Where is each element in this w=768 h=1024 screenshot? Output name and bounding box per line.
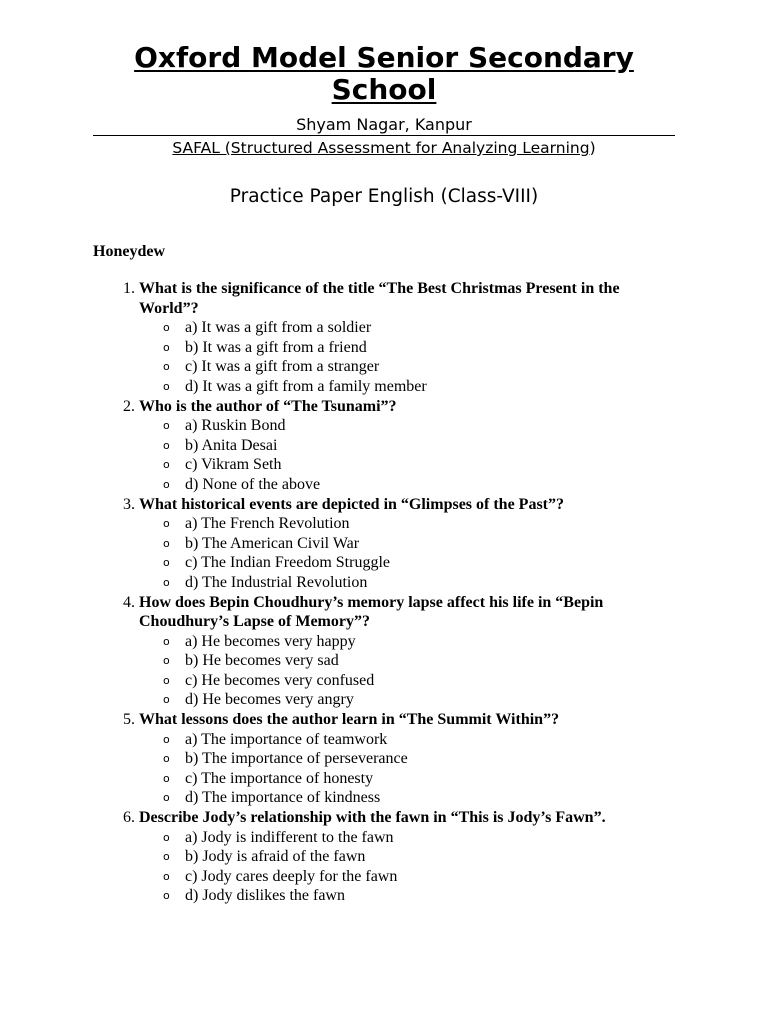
bullet-icon: o xyxy=(163,517,170,531)
option-item xyxy=(163,769,675,789)
question-text: Describe Jody’s relationship with the fawn in “This is Jody’s Fawn”. xyxy=(139,809,606,827)
option-text: c) The Indian Freedom Struggle xyxy=(185,554,390,572)
option-item xyxy=(163,377,675,397)
option-text: c) The importance of honesty xyxy=(185,769,374,787)
bullet-icon: o xyxy=(163,732,170,746)
bullet-icon: o xyxy=(163,340,170,354)
bullet-icon: o xyxy=(163,477,170,491)
option-item xyxy=(163,749,675,769)
option-text: b) The American Civil War xyxy=(185,534,360,552)
section-title: Honeydew xyxy=(93,243,165,260)
question-item xyxy=(139,593,675,711)
option-text: a) Jody is indifferent to the fawn xyxy=(185,828,394,846)
option-text: b) He becomes very sad xyxy=(185,652,339,670)
bullet-icon: o xyxy=(163,634,170,648)
option-item xyxy=(163,416,675,436)
bullet-icon: o xyxy=(163,654,170,668)
option-item xyxy=(163,828,675,848)
option-text: c) It was a gift from a stranger xyxy=(185,358,380,376)
question-item xyxy=(139,495,675,593)
option-list xyxy=(139,730,675,808)
question-item xyxy=(139,808,675,906)
option-text: d) Jody dislikes the fawn xyxy=(185,887,345,905)
bullet-icon: o xyxy=(163,419,170,433)
program-title xyxy=(93,138,675,158)
option-text: a) The importance of teamwork xyxy=(185,730,388,748)
option-text: a) It was a gift from a soldier xyxy=(185,319,372,337)
option-text: d) He becomes very angry xyxy=(185,691,354,709)
option-list xyxy=(139,514,675,592)
question-text: What historical events are depicted in “Glimpses of the Past”? xyxy=(139,495,565,513)
option-text: a) The French Revolution xyxy=(185,515,350,533)
option-item xyxy=(163,514,675,534)
option-item xyxy=(163,573,675,593)
option-text: c) Vikram Seth xyxy=(185,456,282,474)
option-item xyxy=(163,651,675,671)
option-text: c) Jody cares deeply for the fawn xyxy=(185,867,398,885)
school-name: Oxford Model Senior Secondary School xyxy=(134,41,634,106)
bullet-icon: o xyxy=(163,360,170,374)
option-text: c) He becomes very confused xyxy=(185,671,375,689)
question-item xyxy=(139,397,675,495)
option-list xyxy=(139,318,675,396)
option-item xyxy=(163,455,675,475)
bullet-icon: o xyxy=(163,321,170,335)
header-divider xyxy=(93,135,675,136)
option-item xyxy=(163,690,675,710)
option-text: d) It was a gift from a family member xyxy=(185,377,427,395)
option-text: b) The importance of perseverance xyxy=(185,750,408,768)
option-item xyxy=(163,632,675,652)
option-item xyxy=(163,338,675,358)
option-item xyxy=(163,357,675,377)
bullet-icon: o xyxy=(163,575,170,589)
paper-title: Practice Paper English (Class-VIII) xyxy=(229,186,539,207)
option-text: a) Ruskin Bond xyxy=(185,417,286,435)
option-item xyxy=(163,867,675,887)
school-address: Shyam Nagar, Kanpur xyxy=(296,115,472,134)
option-item xyxy=(163,553,675,573)
option-item xyxy=(163,671,675,691)
bullet-icon: o xyxy=(163,438,170,452)
option-text: d) None of the above xyxy=(185,475,321,493)
option-item xyxy=(163,847,675,867)
option-item xyxy=(163,318,675,338)
question-text: What is the significance of the title “The Best Christmas Present in the World”? xyxy=(139,280,620,317)
bullet-icon: o xyxy=(163,379,170,393)
document-page xyxy=(93,42,675,906)
question-item xyxy=(139,710,675,808)
option-list xyxy=(139,828,675,906)
option-list xyxy=(139,632,675,710)
program-title-underlined: SAFAL (Structured Assessment for Analyzing Learning xyxy=(172,139,590,157)
option-text: a) He becomes very happy xyxy=(185,632,356,650)
option-item xyxy=(163,788,675,808)
bullet-icon: o xyxy=(163,889,170,903)
bullet-icon: o xyxy=(163,673,170,687)
option-text: d) The importance of kindness xyxy=(185,789,381,807)
bullet-icon: o xyxy=(163,791,170,805)
option-text: b) It was a gift from a friend xyxy=(185,338,367,356)
option-item xyxy=(163,436,675,456)
program-title-closing: ) xyxy=(589,139,596,157)
option-text: b) Jody is afraid of the fawn xyxy=(185,848,366,866)
question-item xyxy=(139,279,675,397)
bullet-icon: o xyxy=(163,830,170,844)
option-item xyxy=(163,534,675,554)
bullet-icon: o xyxy=(163,850,170,864)
bullet-icon: o xyxy=(163,869,170,883)
option-item xyxy=(163,475,675,495)
bullet-icon: o xyxy=(163,556,170,570)
option-list xyxy=(139,416,675,494)
bullet-icon: o xyxy=(163,771,170,785)
question-text: What lessons does the author learn in “The Summit Within”? xyxy=(139,711,560,729)
question-text: How does Bepin Choudhury’s memory lapse affect his life in “Bepin Choudhury’s Lapse of Memory”? xyxy=(139,593,604,631)
bullet-icon: o xyxy=(163,693,170,707)
option-text: d) The Industrial Revolution xyxy=(185,573,368,591)
bullet-icon: o xyxy=(163,458,170,472)
option-item xyxy=(163,886,675,906)
option-item xyxy=(163,730,675,750)
question-text: Who is the author of “The Tsunami”? xyxy=(139,397,397,415)
bullet-icon: o xyxy=(163,536,170,550)
question-list xyxy=(93,279,675,906)
bullet-icon: o xyxy=(163,752,170,766)
option-text: b) Anita Desai xyxy=(185,436,278,454)
